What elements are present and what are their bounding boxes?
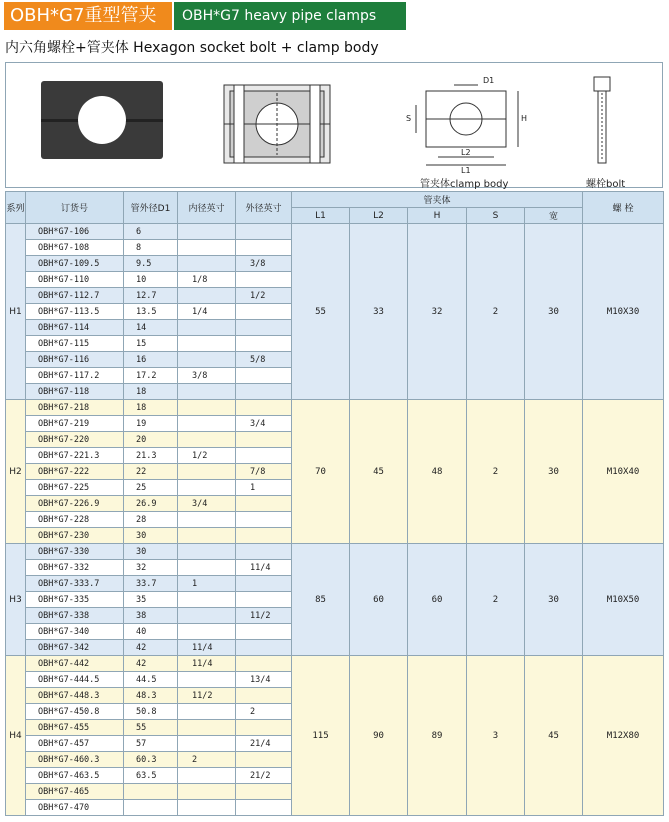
bolt-cell: M10X30 xyxy=(583,224,664,400)
order-no-cell: OBH*G7-115 xyxy=(26,336,124,352)
order-no-cell: OBH*G7-114 xyxy=(26,320,124,336)
outer-inch-cell xyxy=(236,528,292,544)
spec-table xyxy=(5,191,664,816)
s-cell: 2 xyxy=(467,544,525,656)
outer-inch-cell xyxy=(236,448,292,464)
l2-cell: 33 xyxy=(350,224,408,400)
pipe-od-cell: 26.9 xyxy=(124,496,178,512)
order-no-cell: OBH*G7-465 xyxy=(26,784,124,800)
inner-inch-cell xyxy=(178,560,236,576)
pipe-od-cell: 13.5 xyxy=(124,304,178,320)
pipe-od-cell: 63.5 xyxy=(124,768,178,784)
table-row xyxy=(6,656,664,672)
width-cell: 30 xyxy=(525,224,583,400)
pipe-od-cell: 12.7 xyxy=(124,288,178,304)
outer-inch-cell xyxy=(236,592,292,608)
table-row xyxy=(6,224,664,240)
pipe-od-cell: 55 xyxy=(124,720,178,736)
inner-inch-cell xyxy=(178,512,236,528)
series-cell: H4 xyxy=(6,656,26,816)
pipe-od-cell: 57 xyxy=(124,736,178,752)
outer-inch-cell xyxy=(236,304,292,320)
inner-inch-cell xyxy=(178,384,236,400)
s-cell: 3 xyxy=(467,656,525,816)
pipe-od-cell: 22 xyxy=(124,464,178,480)
order-no-cell: OBH*G7-230 xyxy=(26,528,124,544)
series-cell: H2 xyxy=(6,400,26,544)
l1-cell: 115 xyxy=(292,656,350,816)
order-no-cell: OBH*G7-109.5 xyxy=(26,256,124,272)
outer-inch-cell xyxy=(236,400,292,416)
pipe-od-cell: 19 xyxy=(124,416,178,432)
table-row xyxy=(6,544,664,560)
inner-inch-cell xyxy=(178,624,236,640)
inner-inch-cell xyxy=(178,528,236,544)
order-no-cell: OBH*G7-225 xyxy=(26,480,124,496)
inner-inch-cell: 11/4 xyxy=(178,640,236,656)
dim-label-l1: L1 xyxy=(461,166,471,175)
order-no-cell: OBH*G7-226.9 xyxy=(26,496,124,512)
table-row xyxy=(6,400,664,416)
inner-inch-cell xyxy=(178,464,236,480)
pipe-od-cell: 21.3 xyxy=(124,448,178,464)
order-no-cell: OBH*G7-222 xyxy=(26,464,124,480)
inner-inch-cell xyxy=(178,736,236,752)
outer-inch-cell: 21/2 xyxy=(236,768,292,784)
pipe-od-cell: 10 xyxy=(124,272,178,288)
outer-inch-cell xyxy=(236,432,292,448)
pipe-od-cell: 18 xyxy=(124,400,178,416)
order-no-cell: OBH*G7-113.5 xyxy=(26,304,124,320)
inner-inch-cell xyxy=(178,784,236,800)
order-no-cell: OBH*G7-460.3 xyxy=(26,752,124,768)
outer-inch-cell xyxy=(236,512,292,528)
inner-inch-cell: 11/2 xyxy=(178,688,236,704)
col-series: 系列 xyxy=(6,192,26,224)
order-no-cell: OBH*G7-457 xyxy=(26,736,124,752)
inner-inch-cell: 1/2 xyxy=(178,448,236,464)
outer-inch-cell: 11/4 xyxy=(236,560,292,576)
outer-inch-cell xyxy=(236,240,292,256)
pipe-od-cell xyxy=(124,784,178,800)
pipe-od-cell: 40 xyxy=(124,624,178,640)
pipe-od-cell: 35 xyxy=(124,592,178,608)
series-cell: H1 xyxy=(6,224,26,400)
order-no-cell: OBH*G7-117.2 xyxy=(26,368,124,384)
bolt-cell: M12X80 xyxy=(583,656,664,816)
dim-label-h: H xyxy=(521,114,528,123)
order-no-cell: OBH*G7-332 xyxy=(26,560,124,576)
order-no-cell: OBH*G7-463.5 xyxy=(26,768,124,784)
h-cell: 32 xyxy=(408,224,467,400)
l2-cell: 60 xyxy=(350,544,408,656)
pipe-od-cell: 8 xyxy=(124,240,178,256)
bolt-drawing xyxy=(594,77,610,163)
outer-inch-cell: 1 xyxy=(236,480,292,496)
inner-inch-cell xyxy=(178,416,236,432)
dim-label-s: S xyxy=(406,114,412,123)
outer-inch-cell xyxy=(236,624,292,640)
inner-inch-cell xyxy=(178,432,236,448)
col-l1: L1 xyxy=(292,208,350,224)
inner-inch-cell xyxy=(178,288,236,304)
pipe-od-cell: 38 xyxy=(124,608,178,624)
width-cell: 30 xyxy=(525,400,583,544)
order-no-cell: OBH*G7-112.7 xyxy=(26,288,124,304)
pipe-od-cell: 42 xyxy=(124,656,178,672)
col-l2: L2 xyxy=(350,208,408,224)
col-h: H xyxy=(408,208,467,224)
s-cell: 2 xyxy=(467,400,525,544)
inner-inch-cell xyxy=(178,704,236,720)
inner-inch-cell: 11/4 xyxy=(178,656,236,672)
order-no-cell: OBH*G7-218 xyxy=(26,400,124,416)
order-no-cell: OBH*G7-110 xyxy=(26,272,124,288)
bolt-cell: M10X50 xyxy=(583,544,664,656)
inner-inch-cell xyxy=(178,224,236,240)
order-no-cell: OBH*G7-342 xyxy=(26,640,124,656)
inner-inch-cell xyxy=(178,352,236,368)
outer-inch-cell xyxy=(236,384,292,400)
order-no-cell: OBH*G7-118 xyxy=(26,384,124,400)
figure-drawings xyxy=(6,63,662,187)
pipe-od-cell: 14 xyxy=(124,320,178,336)
pipe-od-cell: 48.3 xyxy=(124,688,178,704)
inner-inch-cell: 3/8 xyxy=(178,368,236,384)
col-inner-inch: 内径英寸 xyxy=(178,192,236,224)
order-no-cell: OBH*G7-116 xyxy=(26,352,124,368)
order-no-cell: OBH*G7-444.5 xyxy=(26,672,124,688)
title-cn: OBH*G7重型管夹 xyxy=(4,2,172,30)
outer-inch-cell xyxy=(236,752,292,768)
outer-inch-cell xyxy=(236,656,292,672)
pipe-od-cell: 32 xyxy=(124,560,178,576)
dim-label-l2: L2 xyxy=(461,148,471,157)
inner-inch-cell xyxy=(178,336,236,352)
order-no-cell: OBH*G7-108 xyxy=(26,240,124,256)
inner-inch-cell: 1/4 xyxy=(178,304,236,320)
l1-cell: 55 xyxy=(292,224,350,400)
title-bar xyxy=(4,2,406,30)
pipe-od-cell: 44.5 xyxy=(124,672,178,688)
outer-inch-cell xyxy=(236,320,292,336)
inner-inch-cell xyxy=(178,240,236,256)
pipe-od-cell: 28 xyxy=(124,512,178,528)
outer-inch-cell: 3/4 xyxy=(236,416,292,432)
inner-inch-cell xyxy=(178,480,236,496)
outer-inch-cell xyxy=(236,544,292,560)
pipe-od-cell: 20 xyxy=(124,432,178,448)
order-no-cell: OBH*G7-455 xyxy=(26,720,124,736)
pipe-od-cell: 50.8 xyxy=(124,704,178,720)
order-no-cell: OBH*G7-450.8 xyxy=(26,704,124,720)
outer-inch-cell xyxy=(236,224,292,240)
order-no-cell: OBH*G7-221.3 xyxy=(26,448,124,464)
order-no-cell: OBH*G7-442 xyxy=(26,656,124,672)
col-s: S xyxy=(467,208,525,224)
pipe-od-cell: 16 xyxy=(124,352,178,368)
inner-inch-cell xyxy=(178,544,236,560)
col-clamp-body: 管夹体 xyxy=(292,192,583,208)
pipe-od-cell: 33.7 xyxy=(124,576,178,592)
inner-inch-cell xyxy=(178,800,236,816)
inner-inch-cell xyxy=(178,256,236,272)
bolt-cell: M10X40 xyxy=(583,400,664,544)
series-cell: H3 xyxy=(6,544,26,656)
clamp-photo xyxy=(41,81,163,159)
inner-inch-cell: 3/4 xyxy=(178,496,236,512)
width-cell: 45 xyxy=(525,656,583,816)
outer-inch-cell xyxy=(236,784,292,800)
order-no-cell: OBH*G7-220 xyxy=(26,432,124,448)
outer-inch-cell xyxy=(236,720,292,736)
pipe-od-cell xyxy=(124,800,178,816)
subtitle: 内六角螺栓+管夹体 Hexagon socket bolt + clamp body xyxy=(5,40,379,56)
inner-inch-cell: 1 xyxy=(178,576,236,592)
bolt-label: 螺栓bolt xyxy=(586,179,626,190)
l2-cell: 90 xyxy=(350,656,408,816)
order-no-cell: OBH*G7-219 xyxy=(26,416,124,432)
outer-inch-cell: 7/8 xyxy=(236,464,292,480)
inner-inch-cell xyxy=(178,608,236,624)
h-cell: 48 xyxy=(408,400,467,544)
col-pipe-od: 管外径D1 xyxy=(124,192,178,224)
l1-cell: 70 xyxy=(292,400,350,544)
pipe-od-cell: 17.2 xyxy=(124,368,178,384)
outer-inch-cell xyxy=(236,800,292,816)
order-no-cell: OBH*G7-330 xyxy=(26,544,124,560)
outer-inch-cell: 21/4 xyxy=(236,736,292,752)
col-order-no: 订货号 xyxy=(26,192,124,224)
outer-inch-cell: 13/4 xyxy=(236,672,292,688)
l1-cell: 85 xyxy=(292,544,350,656)
inner-inch-cell xyxy=(178,720,236,736)
pipe-od-cell: 9.5 xyxy=(124,256,178,272)
col-width: 宽 xyxy=(525,208,583,224)
col-bolt: 螺 栓 xyxy=(583,192,664,224)
width-cell: 30 xyxy=(525,544,583,656)
outer-inch-cell: 2 xyxy=(236,704,292,720)
title-en: OBH*G7 heavy pipe clamps xyxy=(174,2,406,30)
order-no-cell: OBH*G7-333.7 xyxy=(26,576,124,592)
order-no-cell: OBH*G7-340 xyxy=(26,624,124,640)
inner-inch-cell xyxy=(178,400,236,416)
pipe-od-cell: 18 xyxy=(124,384,178,400)
figure-panel xyxy=(5,62,663,188)
outer-inch-cell: 3/8 xyxy=(236,256,292,272)
s-cell: 2 xyxy=(467,224,525,400)
col-outer-inch: 外径英寸 xyxy=(236,192,292,224)
inner-inch-cell xyxy=(178,672,236,688)
outer-inch-cell xyxy=(236,688,292,704)
clamp-body-label: 管夹体clamp body xyxy=(420,179,509,190)
inner-inch-cell xyxy=(178,768,236,784)
outer-inch-cell xyxy=(236,640,292,656)
order-no-cell: OBH*G7-448.3 xyxy=(26,688,124,704)
order-no-cell: OBH*G7-106 xyxy=(26,224,124,240)
h-cell: 60 xyxy=(408,544,467,656)
outer-inch-cell: 11/2 xyxy=(236,608,292,624)
outer-inch-cell xyxy=(236,496,292,512)
outer-inch-cell xyxy=(236,368,292,384)
clamp-section-drawing xyxy=(224,85,330,163)
pipe-od-cell: 6 xyxy=(124,224,178,240)
order-no-cell: OBH*G7-335 xyxy=(26,592,124,608)
pipe-od-cell: 30 xyxy=(124,528,178,544)
outer-inch-cell: 1/2 xyxy=(236,288,292,304)
outer-inch-cell xyxy=(236,576,292,592)
order-no-cell: OBH*G7-228 xyxy=(26,512,124,528)
table-body xyxy=(6,224,664,816)
dim-label-d1: D1 xyxy=(483,76,495,85)
inner-inch-cell: 2 xyxy=(178,752,236,768)
order-no-cell: OBH*G7-338 xyxy=(26,608,124,624)
inner-inch-cell xyxy=(178,592,236,608)
inner-inch-cell: 1/8 xyxy=(178,272,236,288)
pipe-od-cell: 60.3 xyxy=(124,752,178,768)
outer-inch-cell xyxy=(236,272,292,288)
pipe-od-cell: 15 xyxy=(124,336,178,352)
pipe-od-cell: 30 xyxy=(124,544,178,560)
pipe-od-cell: 42 xyxy=(124,640,178,656)
order-no-cell: OBH*G7-470 xyxy=(26,800,124,816)
l2-cell: 45 xyxy=(350,400,408,544)
inner-inch-cell xyxy=(178,320,236,336)
h-cell: 89 xyxy=(408,656,467,816)
outer-inch-cell xyxy=(236,336,292,352)
outer-inch-cell: 5/8 xyxy=(236,352,292,368)
pipe-od-cell: 25 xyxy=(124,480,178,496)
